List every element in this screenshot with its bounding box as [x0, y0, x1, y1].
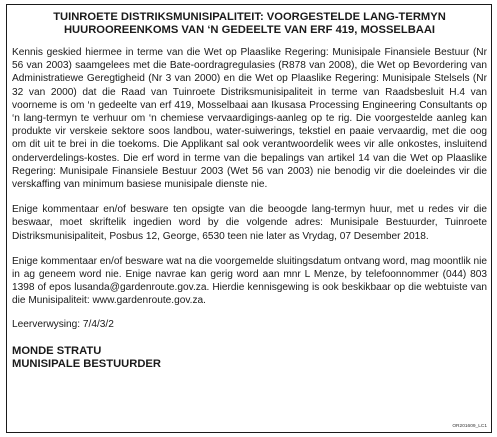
- ad-code: OR201609_LC1: [452, 424, 487, 429]
- file-reference: Leerverwysing: 7/4/3/2: [12, 318, 114, 330]
- notice-paragraph-objections: Enige kommentaar en/of besware ten opsigte van die beoogde lang-termyn huur, met u redes vir die beswaar, moet skriftelik ingedien word by die volgende adres: Munisipale Bestuurder, Tuinroete Distriksmunisipaliteit, Posbus 12, George, 6530 teen nie later as Vrydag, 07 Desember 2018.: [12, 204, 487, 242]
- public-notice: [6, 4, 492, 433]
- notice-paragraph-enquiries: Enige kommentaar en/of besware wat na die voorgemelde sluitingsdatum ontvang word, mag moontlik nie in ag geneem word nie. Enige navrae kan gerig word aan mnr L Menze, by telefoonnommer (044) 803 1398 of epos lusanda@gardenroute.gov.za. Hierdie kennisgewing is ook beskikbaar op die webtuiste van die Munisipaliteit: www.gardenroute.gov.za.: [12, 255, 488, 307]
- notice-title: [12, 11, 487, 37]
- notice-title-line-1: TUINROETE DISTRIKSMUNISIPALITEIT: VOORGESTELDE LANG-TERMYN: [53, 11, 446, 23]
- signatory-title: MUNISIPALE BESTUURDER: [12, 357, 161, 370]
- notice-paragraph-intent: Kennis geskied hiermee in terme van die Wet op Plaaslike Regering: Munisipale Finansiele Bestuur (Nr 56 van 2003) saamgelees met die Bate-oordragregulasies (R878 van 2008), die Wet op Bevordering van Administratiewe Geregtigheid (Nr 3 van 2000) en die Wet op Plaaslike Regering: Munisipale Stelsels (Nr 32 van 2000) dat die Raad van Tuinroete Distriksmunisipaliteit in terme van Raadsbesluit H.4 van voorneme is om ‘n gedeelte van erf 419, Mosselbaai aan Ikusasa Processing Engineering Consultants op ‘n lang-termyn te verhuur om ‘n chemiese vervaardigings-aanleg op te rig. Die voorgestelde aanleg kan produkte vir verskeie sektore soos landbou, water-suiwerings, tekstiel en paaie vervaardig, met die oog om dit uit te brei in die toekoms. Die Applikant sal ook verantwoordelik wees vir alle onkostes, insluitend onderverdelings-kostes. Die erf word in terme van die bepalings van artikel 14 van die Wet op Plaaslike Regering: Munisipale Finansiele Bestuur 2003 (Wet 56 van 2003) nie benodig vir die doeleindes vir die verskaffing van minimum basiese munisipale dienste nie.: [12, 47, 487, 191]
- notice-title-line-2: HUUROOREENKOMS VAN ‘N GEDEELTE VAN ERF 419, MOSSELBAAI: [63, 24, 436, 36]
- signatory-name: MONDE STRATU: [12, 344, 102, 357]
- signature-block: [12, 345, 487, 371]
